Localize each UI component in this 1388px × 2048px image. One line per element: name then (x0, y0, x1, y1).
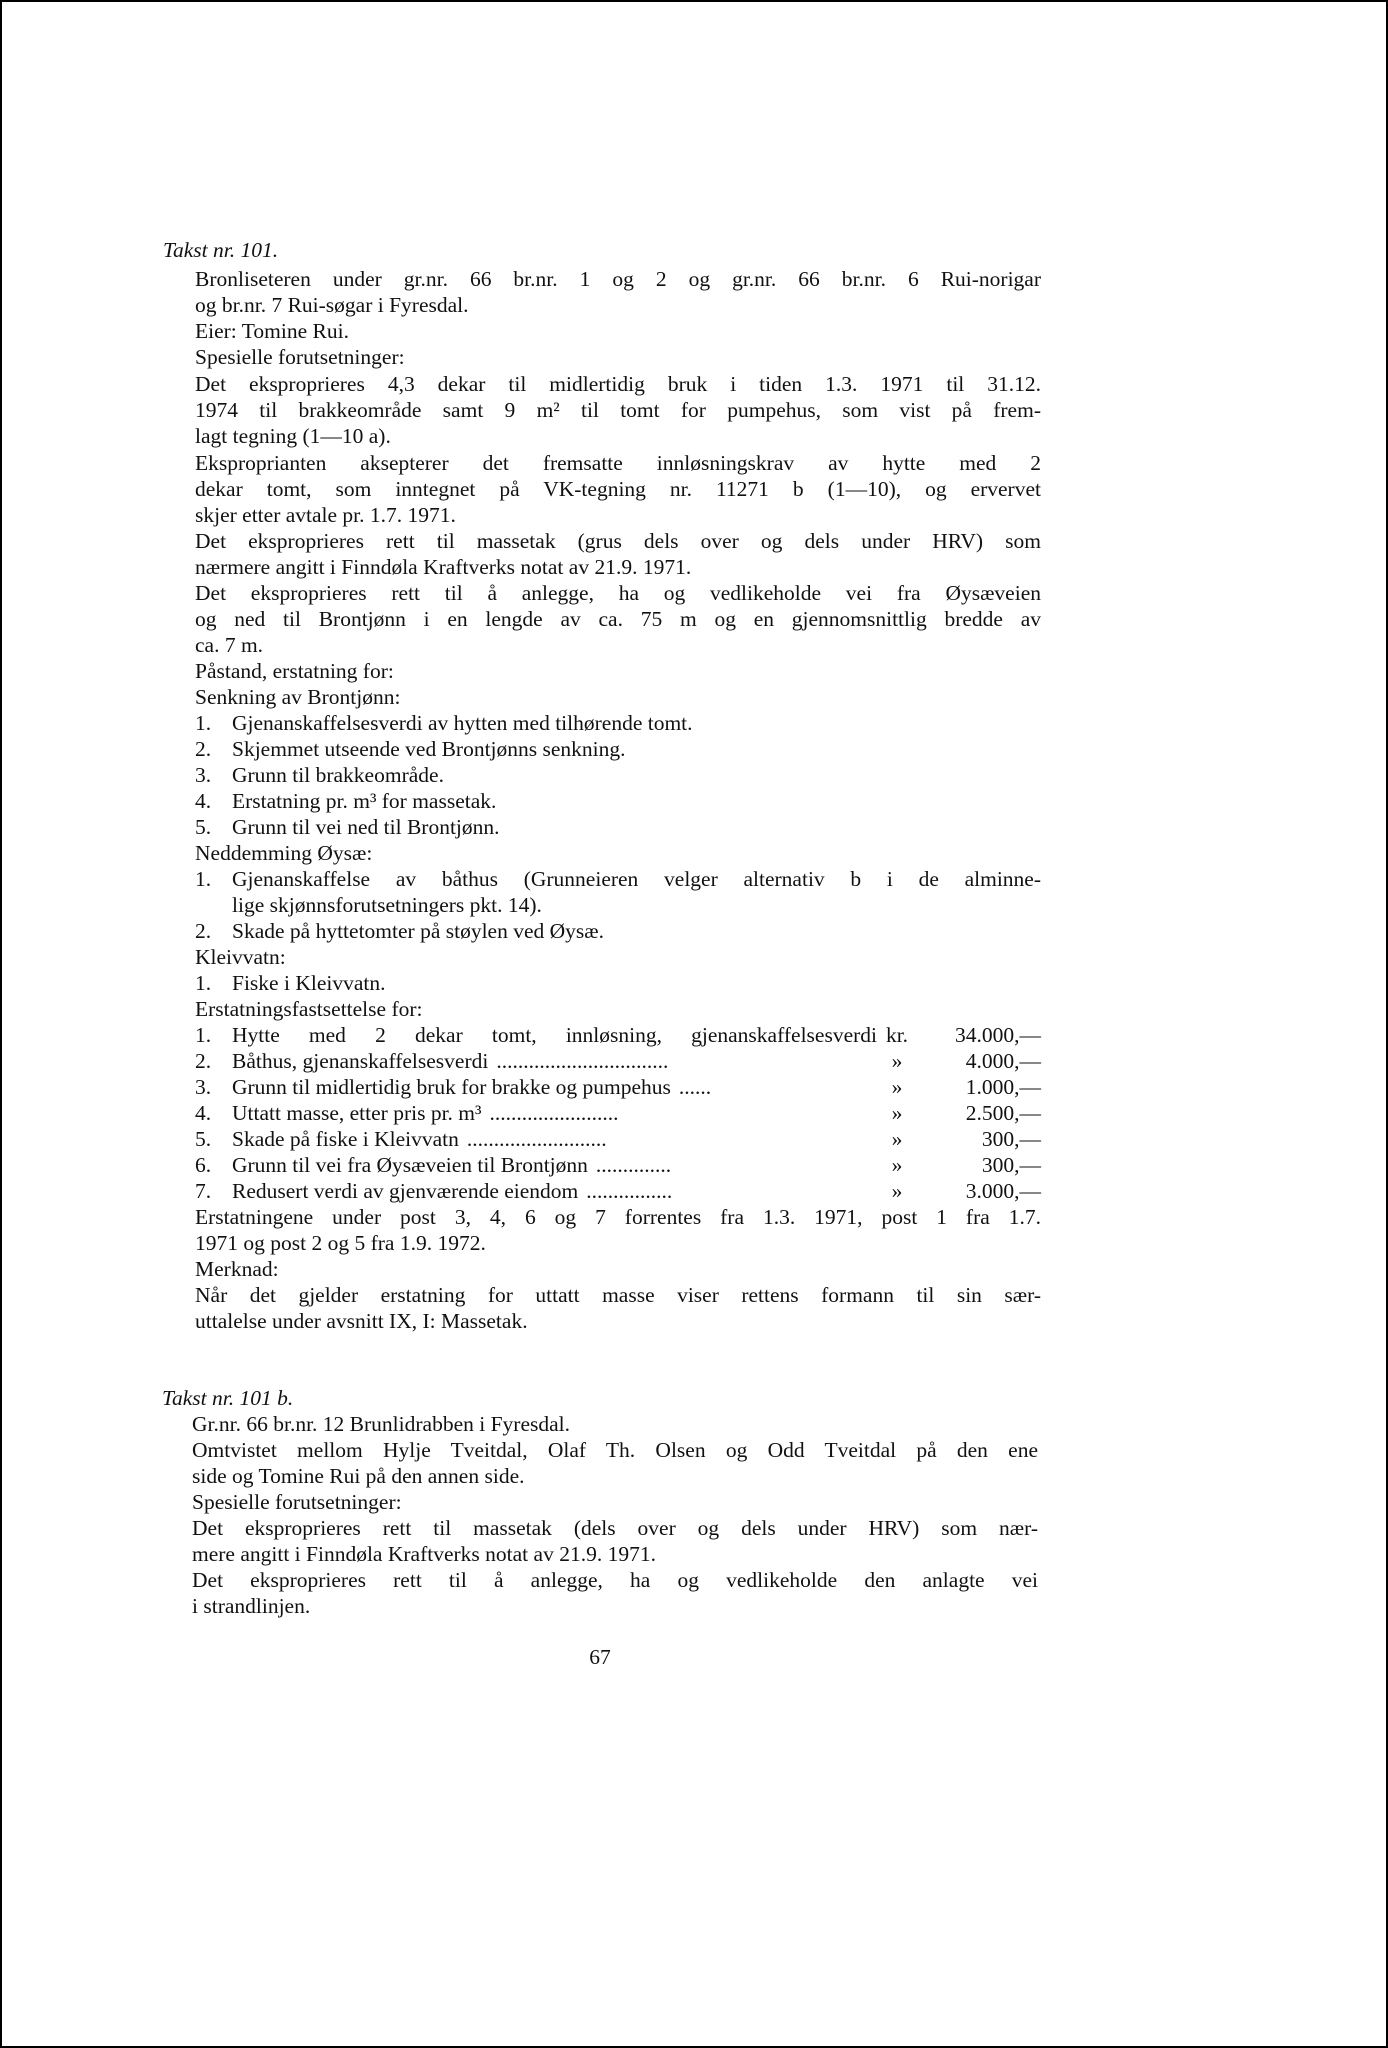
row-description: Grunn til midlertidig bruk for brakke og pumpehus (232, 1075, 671, 1099)
row-currency: » (891, 1179, 903, 1203)
text-line: 1971 og post 2 og 5 fra 1.9. 1972. (195, 1231, 486, 1255)
text-line: Bronliseteren under gr.nr. 66 br.nr. 1 og 2 og gr.nr. 66 br.nr. 6 Rui-norigar (195, 267, 1041, 291)
row-leader-dots: .......................... (466, 1127, 607, 1151)
row-description: Redusert verdi av gjenværende eiendom (232, 1179, 579, 1203)
row-amount: 34.000,— (955, 1023, 1041, 1047)
list-number: 1. (195, 867, 212, 891)
row-number: 2. (195, 1049, 212, 1073)
compensation-row (195, 1178, 1041, 1204)
list-text: Gjenanskaffelse av båthus (Grunneieren velger alternativ b i de alminne- (232, 867, 1041, 891)
row-currency: » (891, 1153, 903, 1177)
row-leader-dots: ................ (586, 1179, 673, 1203)
text-line: ca. 7 m. (195, 633, 264, 657)
row-description: Grunn til vei fra Øysæveien til Brontjønn (232, 1153, 588, 1177)
list-number: 1. (195, 711, 212, 735)
row-number: 1. (195, 1023, 212, 1047)
list-text: Fiske i Kleivvatn. (232, 971, 386, 995)
list-number: 1. (195, 971, 212, 995)
row-leader-dots: ...... (678, 1075, 712, 1099)
text-line: lagt tegning (1—10 a). (195, 424, 391, 448)
text-line: nærmere angitt i Finndøla Kraftverks notat av 21.9. 1971. (195, 555, 692, 579)
text-line: Det eksproprieres rett til massetak (grus dels over og dels under HRV) som (195, 529, 1041, 553)
subheading-kleivvatn: Kleivvatn: (195, 945, 286, 969)
text-line: Når det gjelder erstatning for uttatt masse viser rettens formann til sin sær- (195, 1283, 1041, 1307)
text-line: Erstatningene under post 3, 4, 6 og 7 forrentes fra 1.3. 1971, post 1 fra 1.7. (195, 1205, 1041, 1229)
text-line: og ned til Brontjønn i en lengde av ca. 75 m og en gjennomsnittlig bredde av (195, 607, 1041, 631)
list-text: Grunn til vei ned til Brontjønn. (232, 815, 500, 839)
text-line: Spesielle forutsetninger: (195, 345, 405, 369)
list-item (195, 710, 693, 736)
row-description: Uttatt masse, etter pris pr. m³ (232, 1101, 482, 1125)
row-number: 6. (195, 1153, 212, 1177)
text-line: mere angitt i Finndøla Kraftverks notat av 21.9. 1971. (192, 1542, 656, 1566)
row-currency: » (891, 1075, 903, 1099)
list-number: 2. (195, 737, 212, 761)
list-text: Gjenanskaffelsesverdi av hytten med tilhørende tomt. (232, 711, 693, 735)
text-line: i strandlinjen. (192, 1594, 311, 1618)
text-line: Det eksproprieres rett til massetak (dels over og dels under HRV) som nær- (192, 1516, 1038, 1540)
subheading-fastsettelse: Erstatningsfastsettelse for: (195, 997, 423, 1021)
row-currency: » (891, 1101, 903, 1125)
list-number: 3. (195, 763, 212, 787)
text-line: Det eksproprieres 4,3 dekar til midlertidig bruk i tiden 1.3. 1971 til 31.12. (195, 372, 1041, 396)
text-line: Eksproprianten aksepterer det fremsatte innløsningskrav av hytte med 2 (195, 451, 1041, 475)
compensation-row (195, 1048, 1041, 1074)
row-amount: 1.000,— (965, 1075, 1041, 1099)
list-text-continued: lige skjønnsforutsetningers pkt. 14). (232, 893, 542, 917)
row-description: Skade på fiske i Kleivvatn (232, 1127, 459, 1151)
text-line: 1974 til brakkeområde samt 9 m² til tomt for pumpehus, som vist på frem- (195, 398, 1041, 422)
subheading-senkning: Senkning av Brontjønn: (195, 685, 401, 709)
list-item (195, 866, 1041, 892)
row-number: 4. (195, 1101, 212, 1125)
text-line: uttalelse under avsnitt IX, I: Massetak. (195, 1309, 528, 1333)
row-leader-dots: .............. (595, 1153, 672, 1177)
list-item (195, 970, 385, 996)
row-currency: » (891, 1049, 903, 1073)
list-text: Erstatning pr. m³ for massetak. (232, 789, 497, 813)
section-title-takst-101b: Takst nr. 101 b. (162, 1386, 294, 1410)
text-line: Påstand, erstatning for: (195, 659, 394, 683)
row-amount: 2.500,— (965, 1101, 1041, 1125)
text-line: Det eksproprieres rett til å anlegge, ha og vedlikeholde den anlagte vei (192, 1568, 1038, 1592)
compensation-row (195, 1100, 1041, 1126)
compensation-row (195, 1126, 1041, 1152)
row-number: 5. (195, 1127, 212, 1151)
list-item (195, 918, 604, 944)
row-description: Båthus, gjenanskaffelsesverdi (232, 1049, 489, 1073)
compensation-row (195, 1022, 1041, 1048)
row-amount: 300,— (981, 1153, 1041, 1177)
text-line: side og Tomine Rui på den annen side. (192, 1464, 525, 1488)
text-line: dekar tomt, som inntegnet på VK-tegning nr. 11271 b (1—10), og ervervet (195, 477, 1041, 501)
list-number: 4. (195, 789, 212, 813)
text-line: og br.nr. 7 Rui-søgar i Fyresdal. (195, 293, 469, 317)
row-currency: kr. (885, 1023, 909, 1047)
list-item (195, 788, 496, 814)
row-leader-dots: ........................ (489, 1101, 619, 1125)
list-item (195, 814, 500, 840)
list-number: 2. (195, 919, 212, 943)
row-currency: » (891, 1127, 903, 1151)
text-line: Omtvistet mellom Hylje Tveitdal, Olaf Th. Olsen og Odd Tveitdal på den ene (192, 1438, 1038, 1462)
page-number: 67 (589, 1645, 611, 1669)
list-item (195, 762, 444, 788)
text-line: Spesielle forutsetninger: (192, 1490, 402, 1514)
list-text: Skade på hyttetomter på støylen ved Øysæ. (232, 919, 604, 943)
text-line: Det eksproprieres rett til å anlegge, ha og vedlikeholde vei fra Øysæveien (195, 581, 1041, 605)
row-amount: 300,— (981, 1127, 1041, 1151)
subheading-neddemming: Neddemming Øysæ: (195, 841, 373, 865)
text-line: Eier: Tomine Rui. (195, 319, 349, 343)
row-leader-dots: ................................ (496, 1049, 669, 1073)
compensation-row (195, 1074, 1041, 1100)
row-amount: 4.000,— (965, 1049, 1041, 1073)
list-text: Grunn til brakkeområde. (232, 763, 444, 787)
compensation-row (195, 1152, 1041, 1178)
text-line: Gr.nr. 66 br.nr. 12 Brunlidrabben i Fyresdal. (192, 1412, 571, 1436)
row-number: 7. (195, 1179, 212, 1203)
list-number: 5. (195, 815, 212, 839)
subheading-merknad: Merknad: (195, 1257, 279, 1281)
row-description: Hytte med 2 dekar tomt, innløsning, gjenanskaffelsesverdi (232, 1023, 877, 1047)
row-amount: 3.000,— (965, 1179, 1041, 1203)
list-item (195, 736, 626, 762)
list-text: Skjemmet utseende ved Brontjønns senkning. (232, 737, 626, 761)
text-line: skjer etter avtale pr. 1.7. 1971. (195, 503, 456, 527)
section-title-takst-101: Takst nr. 101. (163, 238, 279, 262)
row-number: 3. (195, 1075, 212, 1099)
